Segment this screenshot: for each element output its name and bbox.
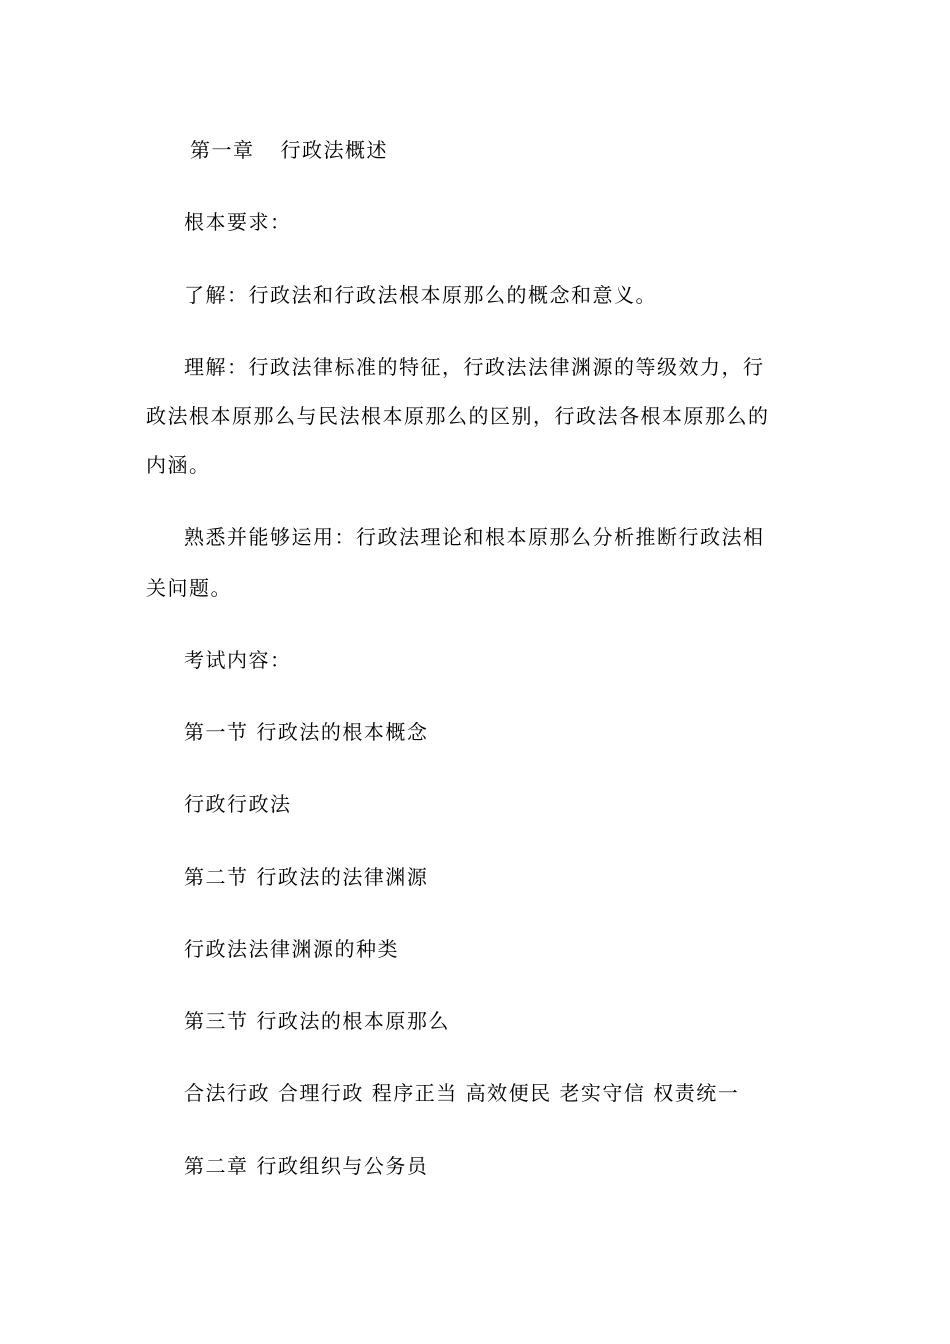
chapter-number: 第一章	[190, 138, 255, 162]
chapter-2-title: 第二章 行政组织与公务员	[184, 1154, 429, 1178]
comprehend-paragraph-line-3: 内涵。	[146, 453, 211, 477]
chapter-title	[190, 135, 388, 165]
exam-content-heading: 考试内容：	[184, 648, 292, 672]
section-1-content: 行政行政法	[184, 792, 292, 816]
chapter-name: 行政法概述	[280, 138, 388, 162]
basic-requirements-heading: 根本要求：	[184, 210, 292, 234]
section-1-title: 第一节 行政法的根本概念	[184, 720, 429, 744]
comprehend-paragraph-line-1: 理解：行政法律标准的特征，行政法法律渊源的等级效力，行	[184, 355, 765, 379]
section-2-content: 行政法法律渊源的种类	[184, 937, 399, 961]
apply-paragraph-line-2: 关问题。	[146, 576, 232, 600]
section-3-title: 第三节 行政法的根本原那么	[184, 1009, 450, 1033]
comprehend-paragraph-line-2: 政法根本原那么与民法根本原那么的区别，行政法各根本原那么的	[146, 404, 770, 428]
understand-paragraph: 了解：行政法和行政法根本原那么的概念和意义。	[184, 283, 657, 307]
section-3-content: 合法行政 合理行政 程序正当 高效便民 老实守信 权责统一	[184, 1081, 740, 1105]
apply-paragraph-line-1: 熟悉并能够运用：行政法理论和根本原那么分析推断行政法相	[184, 525, 765, 549]
section-2-title: 第二节 行政法的法律渊源	[184, 865, 429, 889]
